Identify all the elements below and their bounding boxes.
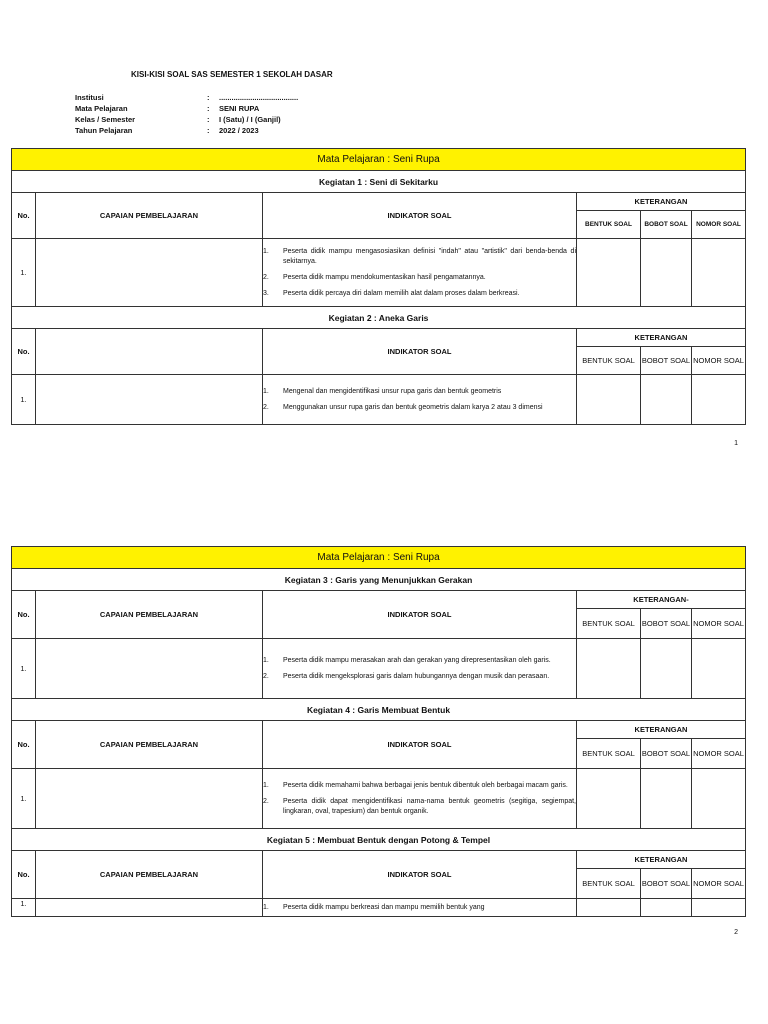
bobot-cell xyxy=(641,639,692,699)
kisi-kisi-table-page-1 xyxy=(11,148,746,425)
bobot-cell xyxy=(641,239,692,307)
meta-colon: : xyxy=(207,93,210,102)
capaian-cell xyxy=(36,239,263,307)
header-bentuk-soal: BENTUK SOAL xyxy=(577,609,641,639)
kegiatan-3-title: Kegiatan 3 : Garis yang Menunjukkan Gerakan xyxy=(12,569,746,591)
nomor-cell xyxy=(692,769,746,829)
document-meta xyxy=(75,92,298,136)
table-row xyxy=(12,769,746,829)
meta-row-kelas-semester xyxy=(75,114,298,125)
meta-colon: : xyxy=(207,104,210,113)
nomor-cell xyxy=(692,239,746,307)
header-keterangan: KETERANGAN xyxy=(577,193,746,211)
list-item: 1. Peserta didik memahami bahwa berbagai jenis bentuk dibentuk oleh berbagai macam garis. xyxy=(263,781,568,789)
list-item: 2. Menggunakan unsur rupa garis dan bentuk geometris dalam karya 2 atau 3 dimensi xyxy=(263,403,543,411)
meta-value: I (Satu) / I (Ganjil) xyxy=(219,115,281,124)
meta-label: Tahun Pelajaran xyxy=(75,126,133,135)
header-nomor-soal: NOMOR SOAL xyxy=(692,609,746,639)
indikator-cell xyxy=(263,375,577,425)
meta-row-institusi xyxy=(75,92,298,103)
header-bobot-soal: BOBOT SOAL xyxy=(641,739,692,769)
nomor-cell xyxy=(692,375,746,425)
header-nomor-soal: NOMOR SOAL xyxy=(692,739,746,769)
header-no: No. xyxy=(12,329,36,375)
kegiatan-4-title: Kegiatan 4 : Garis Membuat Bentuk xyxy=(12,699,746,721)
list-item: 1. Peserta didik mampu berkreasi dan mampu memilih bentuk yang xyxy=(263,903,485,911)
header-indikator: INDIKATOR SOAL xyxy=(263,851,577,899)
list-item: 2. Peserta didik mengeksplorasi garis dalam hubungannya dengan musik dan perasaan. xyxy=(263,672,550,680)
table-row xyxy=(12,639,746,699)
header-indikator: INDIKATOR SOAL xyxy=(263,591,577,639)
bentuk-cell xyxy=(577,769,641,829)
header-no: No. xyxy=(12,193,36,239)
meta-label: Institusi xyxy=(75,93,104,102)
meta-colon: : xyxy=(207,126,210,135)
capaian-cell xyxy=(36,375,263,425)
header-bobot-soal: BOBOT SOAL xyxy=(641,609,692,639)
header-no: No. xyxy=(12,591,36,639)
header-bentuk-soal: BENTUK SOAL xyxy=(577,347,641,375)
header-capaian: CAPAIAN PEMBELAJARAN xyxy=(36,721,263,769)
bobot-cell xyxy=(641,375,692,425)
page-number: 1 xyxy=(734,440,738,447)
table-row xyxy=(12,899,746,917)
list-item: 1. Mengenal dan mengidentifikasi unsur rupa garis dan bentuk geometris xyxy=(263,387,502,395)
row-number: 1. xyxy=(12,639,36,699)
kegiatan-2-title: Kegiatan 2 : Aneka Garis xyxy=(12,307,746,329)
meta-row-tahun-pelajaran xyxy=(75,125,298,136)
header-nomor-soal: NOMOR SOAL xyxy=(692,347,746,375)
kegiatan-5-title: Kegiatan 5 : Membuat Bentuk dengan Potong & Tempel xyxy=(12,829,746,851)
bentuk-cell xyxy=(577,375,641,425)
list-item: 2. Peserta didik dapat mengidentifikasi nama-nama bentuk geometris (segitiga, segiempat, lingkaran, oval, trapesium) dan bentuk organik. xyxy=(263,797,576,815)
meta-label: Kelas / Semester xyxy=(75,115,136,124)
meta-row-mata-pelajaran xyxy=(75,103,298,114)
bobot-cell xyxy=(641,769,692,829)
nomor-cell xyxy=(692,899,746,917)
bentuk-cell xyxy=(577,899,641,917)
table-row xyxy=(12,239,746,307)
bentuk-cell xyxy=(577,639,641,699)
header-capaian-empty xyxy=(36,329,263,375)
row-number: 1. xyxy=(12,769,36,829)
indikator-cell xyxy=(263,639,577,699)
header-keterangan: KETERANGAN xyxy=(577,721,746,739)
capaian-cell xyxy=(36,899,263,917)
meta-label: Mata Pelajaran xyxy=(75,104,128,113)
bobot-cell xyxy=(641,899,692,917)
header-bentuk-soal: BENTUK SOAL xyxy=(577,739,641,769)
header-bentuk-soal: BENTUK SOAL xyxy=(577,211,641,239)
kisi-kisi-table-page-2 xyxy=(11,546,746,917)
header-indikator: INDIKATOR SOAL xyxy=(263,193,577,239)
page-number: 2 xyxy=(734,929,738,936)
meta-value: ...................................... xyxy=(219,93,299,102)
meta-colon: : xyxy=(207,115,210,124)
header-capaian: CAPAIAN PEMBELAJARAN xyxy=(36,851,263,899)
indikator-cell xyxy=(263,769,577,829)
bentuk-cell xyxy=(577,239,641,307)
header-bobot-soal: BOBOT SOAL xyxy=(641,869,692,899)
document-title: KISI-KISI SOAL SAS SEMESTER 1 SEKOLAH DASAR xyxy=(131,70,333,79)
header-no: No. xyxy=(12,721,36,769)
header-bobot-soal: BOBOT SOAL xyxy=(641,211,692,239)
header-keterangan: KETERANGAN- xyxy=(577,591,746,609)
header-bobot-soal: BOBOT SOAL xyxy=(641,347,692,375)
header-no: No. xyxy=(12,851,36,899)
meta-value: SENI RUPA xyxy=(219,104,260,113)
nomor-cell xyxy=(692,639,746,699)
capaian-cell xyxy=(36,639,263,699)
header-keterangan: KETERANGAN xyxy=(577,329,746,347)
indikator-cell xyxy=(263,899,577,917)
header-keterangan: KETERANGAN xyxy=(577,851,746,869)
list-item: 1. Peserta didik mampu merasakan arah dan gerakan yang direpresentasikan oleh garis. xyxy=(263,656,551,664)
row-number: 1. xyxy=(12,375,36,425)
indikator-cell xyxy=(263,239,577,307)
subject-banner: Mata Pelajaran : Seni Rupa xyxy=(12,547,746,569)
subject-banner: Mata Pelajaran : Seni Rupa xyxy=(12,149,746,171)
table-row xyxy=(12,375,746,425)
header-indikator: INDIKATOR SOAL xyxy=(263,721,577,769)
capaian-cell xyxy=(36,769,263,829)
header-nomor-soal: NOMOR SOAL xyxy=(692,869,746,899)
kegiatan-1-title: Kegiatan 1 : Seni di Sekitarku xyxy=(12,171,746,193)
header-indikator: INDIKATOR SOAL xyxy=(263,329,577,375)
list-item: 2. Peserta didik mampu mendokumentasikan hasil pengamatannya. xyxy=(263,273,486,281)
row-number: 1. xyxy=(12,239,36,307)
list-item: 3. Peserta didik percaya diri dalam memilih alat dalam proses dalam berkreasi. xyxy=(263,289,520,297)
list-item: 1. Peserta didik mampu mengasosiasikan definisi "indah" atau "artistik" dari benda-benda di sekitarnya. xyxy=(263,247,576,265)
meta-value: 2022 / 2023 xyxy=(219,126,259,135)
header-bentuk-soal: BENTUK SOAL xyxy=(577,869,641,899)
row-number: 1. xyxy=(12,899,36,917)
header-nomor-soal: NOMOR SOAL xyxy=(692,211,746,239)
header-capaian: CAPAIAN PEMBELAJARAN xyxy=(36,193,263,239)
header-capaian: CAPAIAN PEMBELAJARAN xyxy=(36,591,263,639)
